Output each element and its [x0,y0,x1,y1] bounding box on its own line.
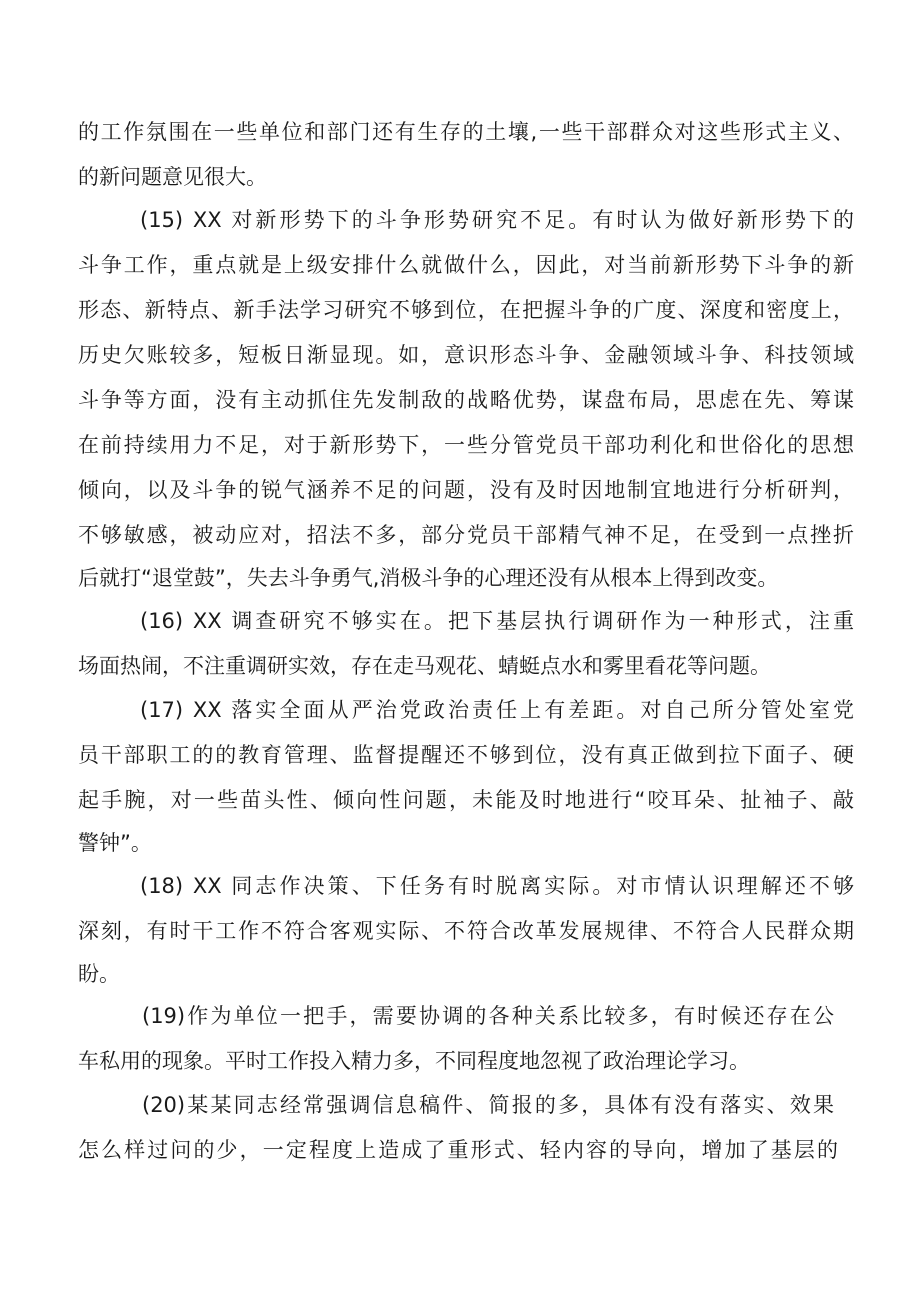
text-line: 员干部职工的的教育管理、监督提醒还不够到位，没有真正做到拉下面子、硬 [78,743,854,767]
paragraph-16-heading-line: (16) XX 调查研究不够实在。把下基层执行调研作为一种形式，注重 [140,609,854,633]
text-line: 在前持续用力不足，对于新形势下，一些分管党员干部功利化和世俗化的思想 [78,433,854,457]
text-line: 斗争等方面，没有主动抓住先发制敌的战略优势，谋盘布局，思虑在先、筹谋 [78,388,854,412]
text-line: 不够敏感，被动应对，招法不多，部分党员干部精气神不足，在受到一点挫折 [78,523,854,547]
text-line: 怎么样过问的少，一定程度上造成了重形式、轻内容的导向，增加了基层的 [78,1138,838,1162]
text-line: 深刻，有时干工作不符合客观实际、不符合改革发展规律、不符合人民群众期 [78,919,854,943]
text-line: 起手腕，对一些苗头性、倾向性问题，未能及时地进行“咬耳朵、扯袖子、敲 [78,788,854,812]
text-line: 形态、新特点、新手法学习研究不够到位，在把握斗争的广度、深度和密度上， [78,298,854,322]
paragraph-18-heading-line: (18) XX 同志作决策、下任务有时脱离实际。对市情认识理解还不够 [140,874,854,898]
text-line: 的新问题意见很大。 [78,165,267,189]
text-line: 盼。 [78,962,120,986]
paragraph-20-heading-line: (20)某某同志经常强调信息稿件、简报的多，具体有没有落实、效果 [142,1093,834,1117]
text-line: 车私用的现象。平时工作投入精力多，不同程度地忽视了政治理论学习。 [78,1049,750,1073]
text-line: 的工作氛围在一些单位和部门还有生存的土壤,一些干部群众对这些形式主义、 [78,120,854,144]
text-line: 后就打“退堂鼓”，失去斗争勇气,消极斗争的心理还没有从根本上得到改变。 [78,566,779,590]
paragraph-17-heading-line: (17) XX 落实全面从严治党政治责任上有差距。对自己所分管处室党 [140,698,854,722]
paragraph-15-heading-line: (15) XX 对新形势下的斗争形势研究不足。有时认为做好新形势下的 [140,208,854,232]
text-line: 场面热闹，不注重调研实效，存在走马观花、蜻蜓点水和雾里看花等问题。 [78,654,771,678]
text-line: 斗争工作，重点就是上级安排什么就做什么，因此，对当前新形势下斗争的新 [78,253,854,277]
text-line: 历史欠账较多，短板日渐显现。如，意识形态斗争、金融领域斗争、科技领域 [78,343,854,367]
text-line: 倾向，以及斗争的锐气涵养不足的问题，没有及时因地制宜地进行分析研判， [78,478,854,502]
text-line: 警钟”。 [78,831,152,855]
paragraph-19-heading-line: (19)作为单位一把手，需要协调的各种关系比较多，有时候还存在公 [142,1004,834,1028]
